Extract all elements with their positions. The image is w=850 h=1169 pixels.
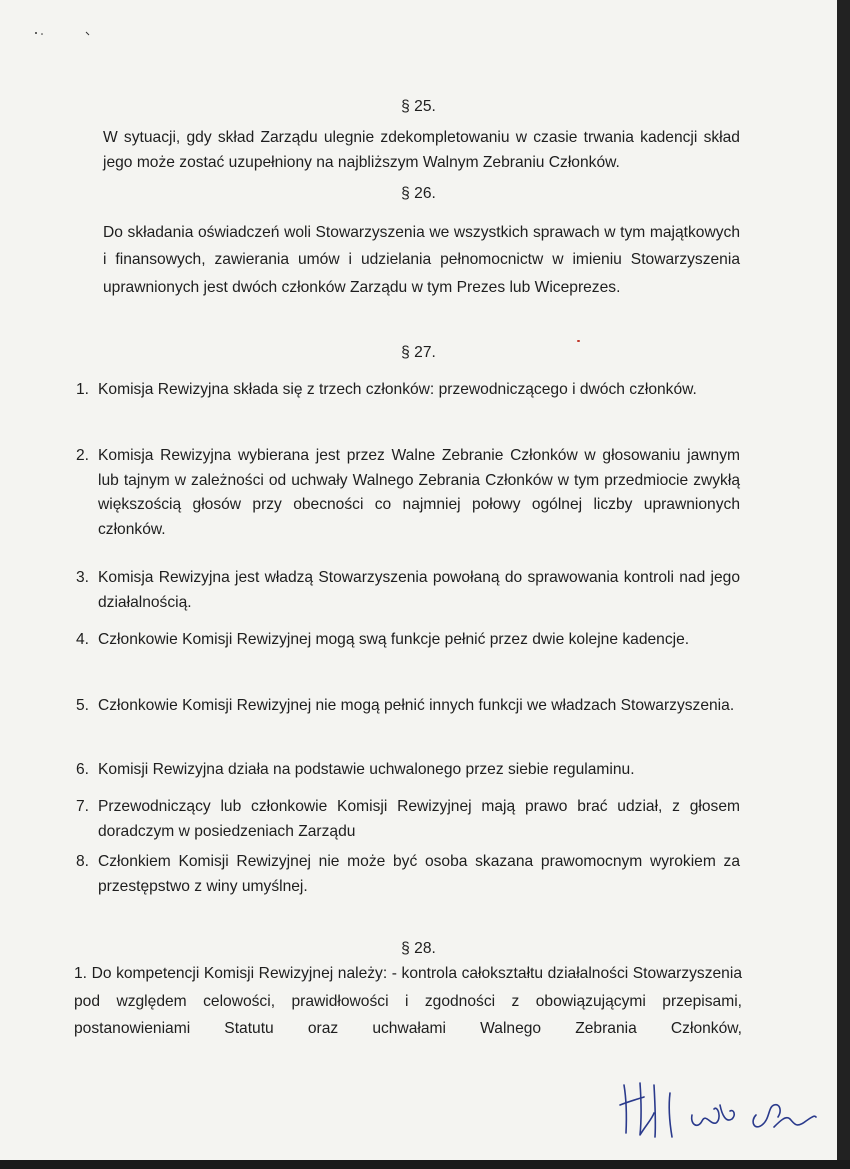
item-text: Przewodniczący lub członkowie Komisji Rewizyjnej mają prawo brać udział, z głosem doradczym w posiedzeniach Zarządu [98,798,740,840]
section-27-item-1 [76,378,740,403]
item-number: 2. [76,447,90,464]
item-number: 4. [76,631,90,648]
section-26-text: Do składania oświadczeń woli Stowarzyszenia we wszystkich sprawach w tym majątkowych i finansowych, zawierania umów i udzielania pełnomocnictw w imieniu Stowarzyszenia uprawnionych jest dwóch członków Zarządu w tym Prezes lub Wiceprezes. [103,224,740,296]
item-number: 6. [76,761,90,778]
section-27-item-6 [76,758,740,783]
section-27-item-8 [76,850,740,899]
section-27-item-2 [76,444,740,542]
section-25-text: W sytuacji, gdy skład Zarządu ulegnie zdekompletowaniu w czasie trwania kadencji skład jego może zostać uzupełniony na najbliższym Walnym Zebraniu Członków. [103,129,740,171]
item-number: 3. [76,569,90,586]
item-text: Komisji Rewizyjna działa na podstawie uchwalonego przez siebie regulaminu. [98,761,635,778]
section-27-item-7 [76,795,740,844]
item-text: Komisja Rewizyjna jest władzą Stowarzyszenia powołaną do sprawowania kontroli nad jego działalnością. [98,569,740,611]
handwritten-signature [610,1075,830,1150]
item-text: Członkiem Komisji Rewizyjnej nie może być osoba skazana prawomocnym wyrokiem za przestępstwo z winy umyślnej. [98,853,740,895]
section-27-item-4 [76,628,740,653]
item-number: 7. [76,798,90,815]
scan-artifact-mark [34,30,94,36]
item-text: Członkowie Komisji Rewizyjnej nie mogą pełnić innych funkcji we władzach Stowarzyszenia. [98,697,735,714]
section-28-text: 1. Do kompetencji Komisji Rewizyjnej należy: - kontrola całokształtu działalności Stowarzyszenia pod względem celowości, prawidłowości i zgodności z obowiązującymi przepisami, postanowieniami Statutu oraz uchwałami Walnego Zebrania Członków, [74,965,742,1037]
item-text: Członkowie Komisji Rewizyjnej mogą swą funkcje pełnić przez dwie kolejne kadencje. [98,631,690,648]
section-28-heading: § 28. [401,940,436,957]
section-25-heading: § 25. [401,98,436,115]
scan-edge-bottom [0,1160,850,1169]
section-27-heading: § 27. [401,344,436,361]
ink-speck [577,340,580,342]
item-text: Komisja Rewizyjna składa się z trzech członków: przewodniczącego i dwóch członków. [98,381,697,398]
item-text: Komisja Rewizyjna wybierana jest przez Walne Zebranie Członków w głosowaniu jawnym lub tajnym w zależności od uchwały Walnego Zebrania Członków w tym przedmiocie zwykłą większością głosów przy obecności co najmniej połowy ogólnej liczby uprawnionych członków. [98,447,740,538]
item-number: 8. [76,853,90,870]
section-27-item-3 [76,566,740,615]
item-number: 5. [76,697,90,714]
section-27-item-5 [76,694,740,719]
item-number: 1. [76,381,90,398]
section-26-heading: § 26. [401,185,436,202]
scan-edge-right [837,0,850,1169]
